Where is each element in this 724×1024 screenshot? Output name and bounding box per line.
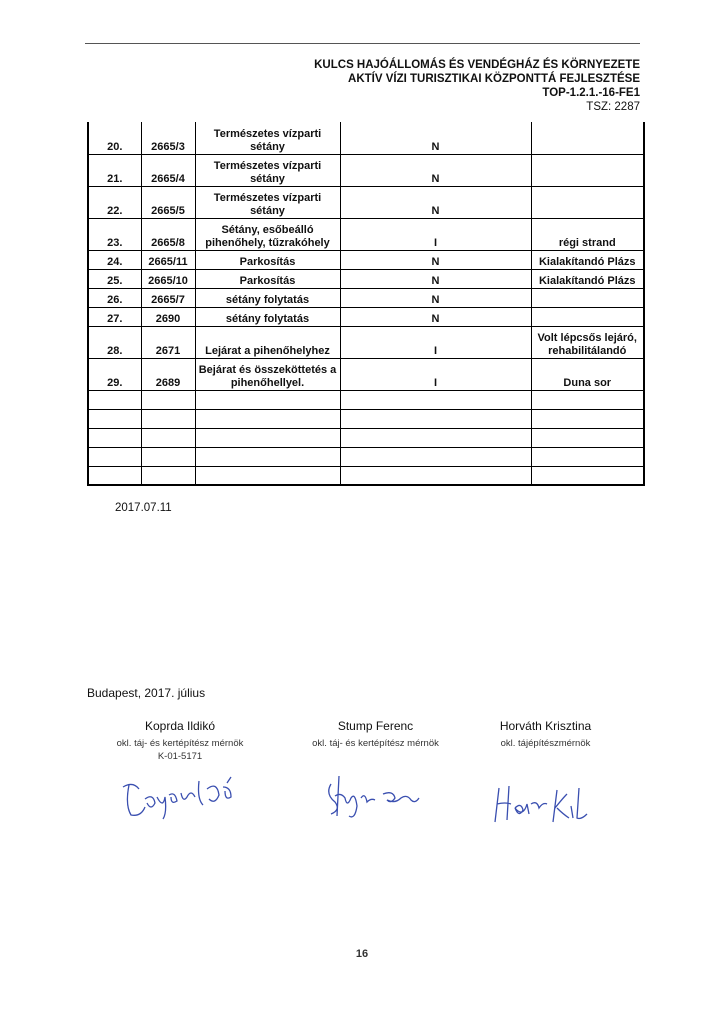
- empty-cell: [340, 428, 531, 447]
- parcel-number-cell: 2665/8: [141, 218, 195, 250]
- land-use-cell-line-2: sétány: [250, 140, 285, 153]
- table-row: [88, 122, 644, 154]
- code-cell: N: [340, 307, 531, 326]
- empty-table-row: [88, 447, 644, 466]
- row-number-cell: 28.: [88, 326, 141, 358]
- empty-cell: [141, 466, 195, 485]
- parcel-number-cell: 2665/7: [141, 288, 195, 307]
- note-cell-line-2: régi strand: [558, 236, 616, 249]
- code-cell: I: [340, 326, 531, 358]
- table-row: [88, 358, 644, 390]
- signature-block-horvath: [478, 719, 613, 830]
- land-use-cell-line-2: sétány folytatás: [225, 293, 310, 306]
- land-use-cell: [195, 218, 340, 250]
- empty-cell: [195, 390, 340, 409]
- land-use-cell: [195, 186, 340, 218]
- parcel-number-cell: 2665/10: [141, 269, 195, 288]
- signatory-title: okl. táj- és kertépítész mérnök: [312, 738, 439, 749]
- handwritten-signature-koprda: [115, 773, 245, 823]
- code-cell: N: [340, 288, 531, 307]
- empty-cell: [531, 447, 644, 466]
- land-use-cell-line-2: pihenőhely, tűzrakóhely: [205, 236, 330, 249]
- note-cell-line-2: Kialakítandó Plázs: [538, 274, 636, 287]
- table-row: [88, 269, 644, 288]
- land-use-cell-line-1: Sétány, esőbeálló: [221, 223, 314, 236]
- note-cell: [531, 269, 644, 288]
- row-number-cell: 22.: [88, 186, 141, 218]
- land-use-cell: [195, 250, 340, 269]
- empty-cell: [195, 466, 340, 485]
- code-cell: I: [340, 218, 531, 250]
- empty-cell: [141, 428, 195, 447]
- row-number-cell: 29.: [88, 358, 141, 390]
- empty-cell: [141, 447, 195, 466]
- empty-cell: [531, 390, 644, 409]
- code-cell: N: [340, 154, 531, 186]
- note-cell: [531, 186, 644, 218]
- land-use-cell: [195, 307, 340, 326]
- row-number-cell: 21.: [88, 154, 141, 186]
- land-use-cell: [195, 269, 340, 288]
- code-cell: N: [340, 186, 531, 218]
- note-cell: [531, 307, 644, 326]
- row-number-cell: 25.: [88, 269, 141, 288]
- row-number-cell: 20.: [88, 122, 141, 154]
- signatory-title: okl. tájépítészmérnök: [500, 738, 591, 749]
- table-row: [88, 218, 644, 250]
- note-cell: [531, 218, 644, 250]
- table-row: [88, 186, 644, 218]
- row-number-cell: 26.: [88, 288, 141, 307]
- empty-cell: [141, 409, 195, 428]
- note-cell: [531, 122, 644, 154]
- empty-cell: [531, 466, 644, 485]
- empty-cell: [88, 409, 141, 428]
- note-cell: [531, 358, 644, 390]
- parcel-number-cell: 2671: [141, 326, 195, 358]
- parcel-number-cell: 2665/5: [141, 186, 195, 218]
- document-date: 2017.07.11: [115, 502, 172, 514]
- header-line-2: AKTÍV VÍZI TURISZTIKAI KÖZPONTTÁ FEJLESZTÉSE: [348, 73, 640, 85]
- note-cell: [531, 326, 644, 358]
- land-use-cell-line-1: Természetes vízparti: [213, 127, 322, 140]
- empty-table-row: [88, 466, 644, 485]
- empty-cell: [195, 447, 340, 466]
- note-cell: [531, 288, 644, 307]
- empty-cell: [88, 466, 141, 485]
- table-row: [88, 307, 644, 326]
- code-cell: I: [340, 358, 531, 390]
- note-cell-line-1: Volt lépcsős lejáró,: [537, 331, 637, 344]
- signature-block-koprda: [95, 719, 265, 823]
- code-cell: N: [340, 250, 531, 269]
- land-use-cell-line-1: Természetes vízparti: [213, 159, 322, 172]
- parcel-table: [87, 122, 645, 486]
- land-use-cell: [195, 122, 340, 154]
- handwritten-signature-stump: [321, 772, 431, 832]
- header-line-3: TOP-1.2.1.-16-FE1: [542, 87, 640, 99]
- empty-cell: [340, 409, 531, 428]
- signatory-name: Stump Ferenc: [337, 719, 414, 733]
- parcel-number-cell: 2689: [141, 358, 195, 390]
- document-header: [314, 58, 640, 114]
- signature-block-stump: [283, 719, 468, 832]
- empty-cell: [88, 428, 141, 447]
- note-cell-line-2: Duna sor: [563, 376, 612, 389]
- row-number-cell: 24.: [88, 250, 141, 269]
- signatory-name: Koprda Ildikó: [144, 719, 216, 733]
- signatory-name: Horváth Krisztina: [499, 719, 592, 733]
- code-cell: N: [340, 122, 531, 154]
- empty-table-row: [88, 390, 644, 409]
- land-use-cell: [195, 358, 340, 390]
- note-cell: [531, 154, 644, 186]
- land-use-cell-line-2: Parkosítás: [239, 274, 296, 287]
- empty-cell: [88, 447, 141, 466]
- empty-table-row: [88, 409, 644, 428]
- code-cell: N: [340, 269, 531, 288]
- table-row: [88, 154, 644, 186]
- land-use-cell-line-2: sétány folytatás: [225, 312, 310, 325]
- land-use-cell-line-1: Természetes vízparti: [213, 191, 322, 204]
- empty-cell: [195, 409, 340, 428]
- empty-cell: [531, 409, 644, 428]
- parcel-number-cell: 2665/3: [141, 122, 195, 154]
- empty-cell: [195, 428, 340, 447]
- place-and-date: Budapest, 2017. július: [87, 686, 206, 700]
- land-use-cell-line-2: Parkosítás: [239, 255, 296, 268]
- land-use-cell-line-2: Lejárat a pihenőhelyhez: [205, 344, 330, 357]
- note-cell-line-2: rehabilitálandó: [548, 344, 627, 357]
- land-use-cell-line-1: Bejárat és összeköttetés a: [198, 363, 337, 376]
- land-use-cell-line-2: sétány: [250, 204, 285, 217]
- parcel-number-cell: 2690: [141, 307, 195, 326]
- empty-table-row: [88, 428, 644, 447]
- land-use-cell: [195, 154, 340, 186]
- table-row: [88, 326, 644, 358]
- row-number-cell: 23.: [88, 218, 141, 250]
- empty-cell: [340, 390, 531, 409]
- land-use-cell: [195, 288, 340, 307]
- header-line-4: TSZ: 2287: [586, 101, 640, 113]
- table-row: [88, 250, 644, 269]
- land-use-cell-line-2: sétány: [250, 172, 285, 185]
- note-cell-line-2: Kialakítandó Plázs: [538, 255, 636, 268]
- table-row: [88, 288, 644, 307]
- signatory-title: okl. táj- és kertépítész mérnök: [116, 738, 244, 749]
- empty-cell: [340, 447, 531, 466]
- header-line-1: KULCS HAJÓÁLLOMÁS ÉS VENDÉGHÁZ ÉS KÖRNYEZETE: [314, 59, 640, 71]
- page-number: 16: [355, 948, 369, 960]
- note-cell: [531, 250, 644, 269]
- parcel-number-cell: 2665/11: [141, 250, 195, 269]
- signatory-license: K-01-5171: [157, 751, 203, 762]
- empty-cell: [340, 466, 531, 485]
- row-number-cell: 27.: [88, 307, 141, 326]
- parcel-number-cell: 2665/4: [141, 154, 195, 186]
- empty-cell: [141, 390, 195, 409]
- land-use-cell: [195, 326, 340, 358]
- handwritten-signature-horvath: [491, 780, 601, 830]
- header-rule: [85, 43, 640, 44]
- land-use-cell-line-2: pihenőhellyel.: [230, 376, 305, 389]
- empty-cell: [531, 428, 644, 447]
- empty-cell: [88, 390, 141, 409]
